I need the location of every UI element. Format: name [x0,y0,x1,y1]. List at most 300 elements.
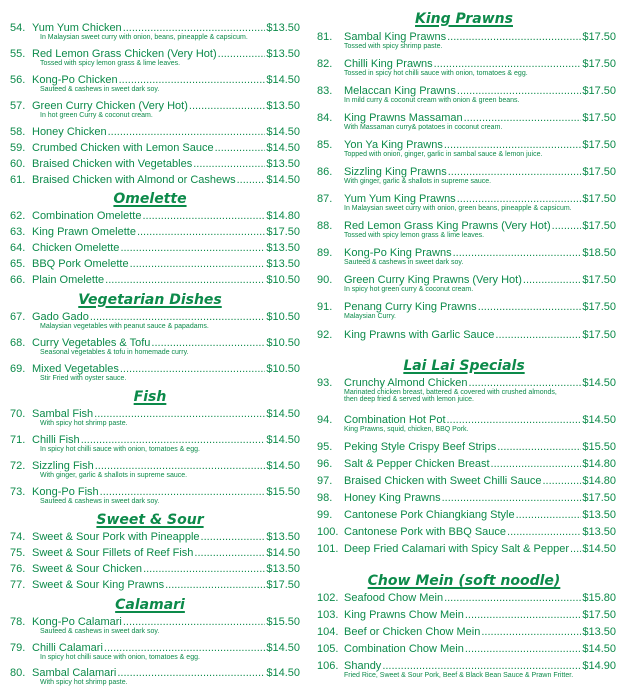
menu-item-91 [312,301,616,320]
item-description: Tossed with spicy lemon grass & lime leaves. [40,60,181,67]
item-number: 93. [317,377,333,389]
item-number: 71. [10,434,26,446]
item-price: $17.50 [582,492,616,504]
menu-item-85 [312,139,616,158]
item-name: Sweet & Sour Chicken [32,563,143,575]
item-name: Kong-Po Calamari [32,616,122,628]
item-description: Malaysian Curry. [344,313,396,320]
item-number: 88. [317,220,333,232]
menu-item-row [0,226,300,238]
menu-item-row [312,377,616,389]
item-description: In hot green Curry & coconut cream. [40,112,153,119]
dot-leader [123,616,265,628]
item-price: $17.50 [582,139,616,151]
menu-item-row [312,626,616,638]
menu-item-104 [312,626,616,638]
item-name: Green Curry King Prawns (Very Hot) [344,274,522,286]
item-price: $14.50 [582,643,616,655]
menu-item-67 [0,311,300,330]
item-number: 80. [10,667,26,679]
item-name: Combination Omelette [32,210,142,222]
item-number: 86. [317,166,333,178]
item-description: In mild curry & coconut cream with onion & green beans. [344,97,520,104]
menu-item-94 [312,414,616,433]
item-price: $17.50 [582,193,616,205]
menu-item-102 [312,592,616,604]
item-name: King Prawns Chow Mein [344,609,464,621]
menu-item-65 [0,258,300,270]
item-description: With spicy hot shrimp paste. [40,679,128,686]
menu-item-row [312,58,616,70]
item-number: 81. [317,31,333,43]
item-name: Braised Chicken with Almond or Cashews [32,174,236,186]
item-price: $17.50 [582,31,616,43]
menu-item-57 [0,100,300,119]
item-name: Braised Chicken with Vegetables [32,158,193,170]
menu-item-row [0,174,300,186]
item-number: 106. [317,660,339,672]
menu-item-row [0,460,300,472]
section-heading-chow-mein-soft-noodle: Chow Mein (soft noodle) [367,573,561,589]
menu-item-row [312,609,616,621]
item-price: $14.50 [266,547,300,559]
item-price: $17.50 [582,609,616,621]
menu-item-row [0,579,300,591]
dot-leader [142,210,265,222]
menu-item-75 [0,547,300,559]
dot-leader [237,174,266,186]
item-name: Chicken Omelette [32,242,120,254]
item-price: $14.50 [266,142,300,154]
menu-item-71 [0,434,300,453]
item-name: King Prawns with Garlic Sauce [344,329,495,341]
menu-item-63 [0,226,300,238]
item-description: With spicy hot shrimp paste. [40,420,128,427]
menu-item-59 [0,142,300,154]
menu-item-row [312,643,616,655]
item-name: Chilli Fish [32,434,80,446]
menu-item-row [312,301,616,313]
dot-leader [104,642,265,654]
menu-item-90 [312,274,616,293]
item-number: 57. [10,100,26,112]
section-heading-sweet-sour: Sweet & Sour [96,512,204,528]
item-number: 73. [10,486,26,498]
item-name: Kong-Po Chicken [32,74,118,86]
item-price: $10.50 [266,363,300,375]
dot-leader [507,526,581,538]
item-price: $14.50 [266,460,300,472]
dot-leader [552,220,582,232]
item-number: 70. [10,408,26,420]
dot-leader [95,460,266,472]
item-description: In Malaysian sweet curry with onion, beans, pineapple & capsicum. [40,34,248,41]
item-price: $14.80 [266,210,300,222]
item-number: 104. [317,626,339,638]
item-price: $14.50 [582,414,616,426]
menu-item-row [0,337,300,349]
menu-item-79 [0,642,300,661]
menu-item-row [312,193,616,205]
item-price: $17.50 [582,112,616,124]
dot-leader [497,441,581,453]
dot-leader [94,408,265,420]
menu-item-row [312,85,616,97]
item-number: 74. [10,531,26,543]
item-name: Sizzling King Prawns [344,166,447,178]
menu-item-row [312,509,616,521]
item-name: Salt & Pepper Chicken Breast [344,458,490,470]
item-number: 100. [317,526,339,538]
item-number: 103. [317,609,339,621]
item-name: Honey Chicken [32,126,107,138]
menu-item-row [0,74,300,86]
dot-leader [193,158,265,170]
item-name: Crunchy Almond Chicken [344,377,468,389]
menu-item-106 [312,660,616,679]
item-number: 94. [317,414,333,426]
menu-item-row [0,363,300,375]
item-description: In spicy hot chilli sauce with onion, tomatoes & egg. [40,446,200,453]
item-name: Sizzling Fish [32,460,94,472]
menu-item-row [0,100,300,112]
item-number: 75. [10,547,26,559]
item-number: 59. [10,142,26,154]
dot-leader [215,142,266,154]
item-name: Chilli King Prawns [344,58,433,70]
item-name: King Prawn Omelette [32,226,136,238]
item-number: 82. [317,58,333,70]
menu-item-54 [0,22,300,41]
item-number: 60. [10,158,26,170]
item-price: $17.50 [266,579,300,591]
item-number: 63. [10,226,26,238]
item-name: Braised Chicken with Sweet Chilli Sauce [344,475,542,487]
item-description: In spicy hot chilli sauce with onion, tomatoes & egg. [40,654,200,661]
menu-item-row [312,526,616,538]
item-name: Plain Omelette [32,274,105,286]
item-name: Red Lemon Grass Chicken (Very Hot) [32,48,217,60]
item-number: 56. [10,74,26,86]
section-heading-vegetarian-dishes: Vegetarian Dishes [78,292,222,308]
dot-leader [90,311,265,323]
item-description: Sauteed & cashews in sweet dark soy. [344,259,464,266]
dot-leader [108,126,266,138]
menu-item-73 [0,486,300,505]
item-number: 69. [10,363,26,375]
item-description: Sauteed & cashews in sweet dark soy. [40,498,160,505]
dot-leader [123,22,266,34]
item-price: $17.50 [582,274,616,286]
item-name: Chilli Calamari [32,642,103,654]
item-name: Sweet & Sour Fillets of Reef Fish [32,547,194,559]
dot-leader [165,579,265,591]
menu-item-80 [0,667,300,686]
section-heading-fish: Fish [133,389,167,405]
item-number: 85. [317,139,333,151]
menu-item-row [0,531,300,543]
item-name: Peking Style Crispy Beef Strips [344,441,497,453]
dot-leader [447,31,581,43]
dot-leader [218,48,266,60]
menu-item-89 [312,247,616,266]
item-price: $15.50 [266,486,300,498]
menu-item-row [0,158,300,170]
menu-item-row [0,258,300,270]
item-number: 77. [10,579,26,591]
menu-item-70 [0,408,300,427]
dot-leader [81,434,266,446]
item-price: $14.50 [582,543,616,555]
item-price: $13.50 [582,509,616,521]
item-price: $14.50 [582,377,616,389]
menu-item-55 [0,48,300,67]
menu-item-row [312,592,616,604]
item-number: 66. [10,274,26,286]
menu-item-96 [312,458,616,470]
menu-item-88 [312,220,616,239]
menu-item-row [312,139,616,151]
menu-item-100 [312,526,616,538]
dot-leader [457,85,581,97]
menu-item-83 [312,85,616,104]
menu-item-77 [0,579,300,591]
item-name: Gado Gado [32,311,89,323]
menu-item-row [0,274,300,286]
item-price: $17.50 [582,58,616,70]
dot-leader [516,509,582,521]
item-price: $17.50 [582,329,616,341]
dot-leader [105,274,265,286]
dot-leader [465,609,582,621]
dot-leader [457,193,582,205]
item-number: 78. [10,616,26,628]
dot-leader [570,543,581,555]
menu-item-81 [312,31,616,50]
item-price: $10.50 [266,274,300,286]
item-number: 105. [317,643,339,655]
item-price: $17.50 [266,226,300,238]
item-price: $14.50 [266,126,300,138]
menu-item-64 [0,242,300,254]
dot-leader [444,592,581,604]
item-number: 97. [317,475,333,487]
menu-item-62 [0,210,300,222]
item-number: 102. [317,592,339,604]
dot-leader [120,242,265,254]
section-heading-omelette: Omelette [113,191,187,207]
item-number: 62. [10,210,26,222]
dot-leader [444,139,581,151]
item-number: 87. [317,193,333,205]
menu-item-row [312,475,616,487]
dot-leader [478,301,582,313]
item-name: Yon Ya King Prawns [344,139,443,151]
item-name: Green Curry Chicken (Very Hot) [32,100,188,112]
dot-leader [382,660,581,672]
section-heading-lai-lai-specials: Lai Lai Specials [403,358,525,374]
item-price: $15.50 [582,441,616,453]
item-name: Sambal Fish [32,408,94,420]
item-number: 98. [317,492,333,504]
item-price: $13.50 [266,242,300,254]
item-name: Melaccan King Prawns [344,85,456,97]
menu-item-row [0,563,300,575]
menu-item-95 [312,441,616,453]
item-number: 67. [10,311,26,323]
menu-item-row [0,616,300,628]
menu-item-92 [312,329,616,341]
menu-item-row [312,492,616,504]
item-price: $17.50 [582,166,616,178]
menu-item-69 [0,363,300,382]
item-name: Kong-Po Fish [32,486,99,498]
item-price: $14.50 [266,667,300,679]
menu-item-60 [0,158,300,170]
item-description: Tossed with spicy lemon grass & lime leaves. [344,232,485,239]
item-name: Yum Yum Chicken [32,22,122,34]
menu-item-58 [0,126,300,138]
item-description: Tossed in spicy hot chilli sauce with onion, tomatoes & egg. [344,70,528,77]
item-number: 64. [10,242,26,254]
dot-leader [137,226,265,238]
item-number: 101. [317,543,339,555]
menu-item-row [0,242,300,254]
item-number: 90. [317,274,333,286]
menu-item-row [312,660,616,672]
item-number: 89. [317,247,333,259]
menu-item-86 [312,166,616,185]
menu-item-105 [312,643,616,655]
item-price: $13.50 [266,531,300,543]
item-description: Sauteed & cashews in sweet dark soy. [40,86,160,93]
dot-leader [434,58,582,70]
item-name: Red Lemon Grass King Prawns (Very Hot) [344,220,551,232]
menu-item-84 [312,112,616,131]
item-name: Sweet & Sour Pork with Pineapple [32,531,200,543]
item-price: $13.50 [266,22,300,34]
menu-item-row [312,166,616,178]
item-price: $17.50 [582,301,616,313]
section-heading-king-prawns: King Prawns [415,11,513,27]
item-price: $13.50 [266,258,300,270]
dot-leader [189,100,265,112]
dot-leader [120,363,266,375]
menu-item-row [0,434,300,446]
dot-leader [442,492,582,504]
dot-leader [201,531,266,543]
section-heading-calamari: Calamari [115,597,185,613]
item-price: $13.50 [266,158,300,170]
dot-leader [194,547,265,559]
menu-item-row [312,274,616,286]
item-number: 54. [10,22,26,34]
menu-item-56 [0,74,300,93]
menu-item-row [312,112,616,124]
item-description: Seasonal vegetables & tofu in homemade curry. [40,349,189,356]
item-price: $15.80 [582,592,616,604]
menu-item-row [312,441,616,453]
item-name: Cantonese Pork with BBQ Sauce [344,526,507,538]
item-description: With ginger, garlic & shallots in supreme sauce. [40,472,188,479]
dot-leader [117,667,265,679]
menu-item-93 [312,377,616,403]
item-price: $13.50 [582,526,616,538]
menu-item-row [0,486,300,498]
item-number: 65. [10,258,26,270]
item-price: $13.50 [266,563,300,575]
item-number: 58. [10,126,26,138]
item-number: 95. [317,441,333,453]
menu-item-76 [0,563,300,575]
item-number: 92. [317,329,333,341]
item-number: 76. [10,563,26,575]
menu-item-101 [312,543,616,555]
item-name: Beef or Chicken Chow Mein [344,626,481,638]
item-price: $14.80 [582,458,616,470]
item-price: $10.50 [266,337,300,349]
dot-leader [151,337,265,349]
menu-item-row [312,329,616,341]
menu-item-97 [312,475,616,487]
item-name: Crumbed Chicken with Lemon Sauce [32,142,214,154]
item-description: In spicy hot green curry & coconut cream. [344,286,474,293]
item-name: King Prawns Massaman [344,112,463,124]
menu-item-row [0,210,300,222]
item-price: $14.50 [266,174,300,186]
menu-item-103 [312,609,616,621]
dot-leader [481,626,581,638]
item-price: $13.50 [582,626,616,638]
item-number: 72. [10,460,26,472]
menu-item-row [312,220,616,232]
menu-item-row [0,48,300,60]
item-description: In Malaysian sweet curry with onion, green beans, pineapple & capsicum. [344,205,572,212]
menu-item-row [312,458,616,470]
item-price: $18.50 [582,247,616,259]
menu-item-82 [312,58,616,77]
dot-leader [100,486,266,498]
menu-item-72 [0,460,300,479]
menu-item-row [312,31,616,43]
item-description: With Massaman curry& potatoes in coconut cream. [344,124,503,131]
item-description: Fried Rice, Sweet & Sour Pork, Beef & Black Bean Sauce & Prawn Fritter. [344,672,574,679]
item-price: $13.50 [266,100,300,112]
item-price: $14.50 [266,434,300,446]
item-number: 99. [317,509,333,521]
item-description-line2: then deep fried & served with lemon juice. [344,396,474,403]
item-name: Sambal King Prawns [344,31,447,43]
item-price: $10.50 [266,311,300,323]
item-description: Sauteed & cashews in sweet dark soy. [40,628,160,635]
item-number: 91. [317,301,333,313]
menu-item-row [0,642,300,654]
item-description: Malaysian vegetables with peanut sauce & papadams. [40,323,209,330]
menu-item-row [0,22,300,34]
dot-leader [469,377,582,389]
item-name: Cantonese Pork Chiangkiang Style [344,509,515,521]
dot-leader [465,643,582,655]
item-price: $14.50 [266,642,300,654]
item-name: Curry Vegetables & Tofu [32,337,151,349]
item-number: 84. [317,112,333,124]
item-description: Marinated chicken breast, battered & covered with crushed almonds, [344,389,557,396]
item-price: $14.90 [582,660,616,672]
menu-item-78 [0,616,300,635]
item-price: $14.80 [582,475,616,487]
item-description: With ginger, garlic & shallots in supreme sauce. [344,178,492,185]
dot-leader [464,112,582,124]
